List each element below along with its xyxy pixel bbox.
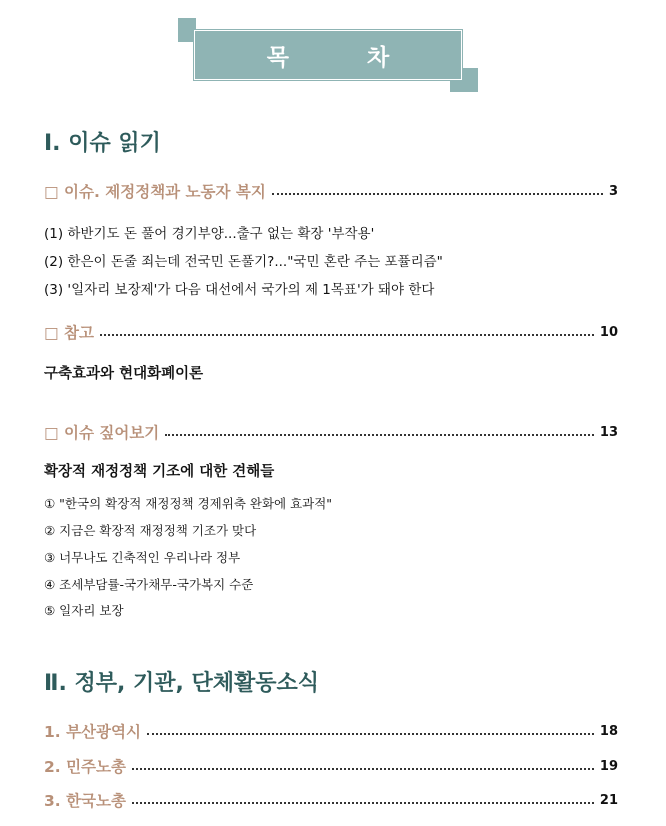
list-item: (2) 한은이 돈줄 죄는데 전국민 돈풀기?..."국민 혼란 주는 포퓰리즘" [44,254,443,270]
toc-page-number: 13 [599,424,618,440]
toc-entry-label: 3. 한국노총 [44,792,126,810]
numbered-item: ① "한국의 확장적 재정정책 경제위축 완화에 효과적" [44,496,333,511]
list-item: (1) 하반기도 돈 풀어 경기부양...출구 없는 확장 '부작용' [44,226,375,242]
title-box [194,30,468,80]
toc-page-number: 21 [599,792,618,808]
toc-entry-label: □ 이슈. 제정정책과 노동자 복지 [44,183,266,201]
dot-leader [272,193,603,195]
dot-leader [165,434,594,436]
toc-entry-reference[interactable] [44,321,618,343]
numbered-item: ⑤ 일자리 보장 [44,603,124,618]
title-banner [178,18,478,92]
toc-page-number: 19 [599,758,618,774]
dot-leader [100,334,594,336]
numbered-item: ③ 너무나도 긴축적인 우리나라 정부 [44,550,241,565]
toc-entry-label: 2. 민주노총 [44,758,126,776]
toc-entry-issue[interactable] [44,180,618,202]
toc-entry-label: □ 이슈 짚어보기 [44,424,160,442]
sub-section-title: 확장적 재정정책 기조에 대한 견해들 [44,464,275,480]
toc-entry-kctu[interactable] [44,755,618,777]
toc-entry-label: □ 참고 [44,324,94,342]
page-title: 목차 [266,44,468,71]
section-1-heading: Ⅰ. 이슈 읽기 [44,131,161,156]
dot-leader [132,768,594,770]
dot-leader [147,733,594,735]
numbered-item: ② 지금은 확장적 재정정책 기조가 맞다 [44,523,257,538]
toc-entry-fkti[interactable] [44,789,618,811]
list-item: (3) '일자리 보장제'가 다음 대선에서 국가의 제 1목표'가 돼야 한다 [44,282,435,298]
toc-entry-label: 1. 부산광역시 [44,723,141,741]
toc-page-number: 10 [599,324,618,340]
section-2-heading: Ⅱ. 정부, 기관, 단체활동소식 [44,671,320,696]
toc-entry-busan[interactable] [44,720,618,742]
toc-entry-issue-review[interactable] [44,421,618,443]
reference-item: 구축효과와 현대화폐이론 [44,366,204,382]
dot-leader [132,802,594,804]
toc-page-number: 3 [608,183,618,199]
toc-page-number: 18 [599,723,618,739]
numbered-item: ④ 조세부담률-국가채무-국가복지 수준 [44,577,254,592]
